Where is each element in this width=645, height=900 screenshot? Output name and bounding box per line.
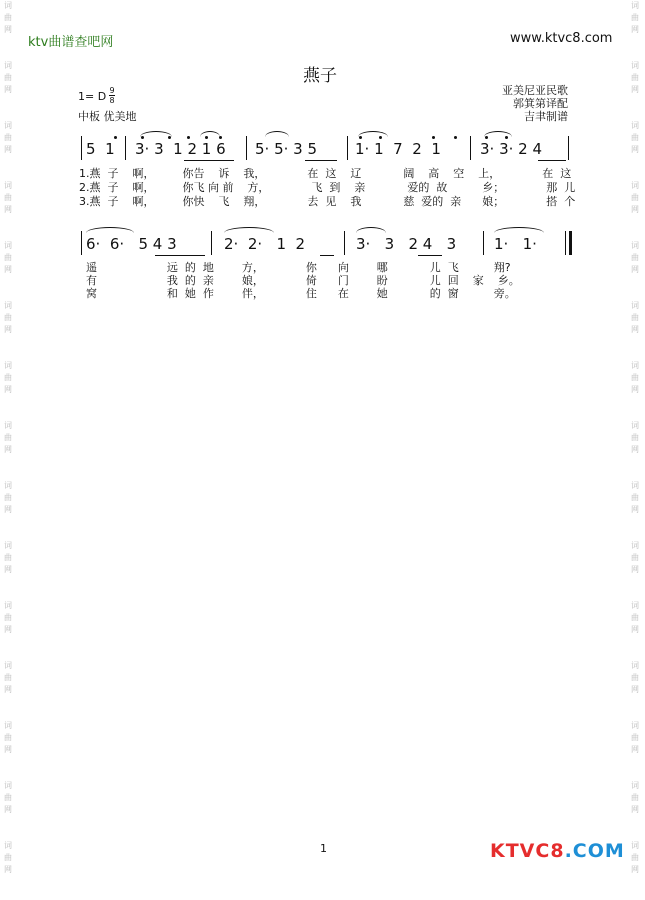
watermark-text: 词 曲 网 — [4, 121, 12, 154]
slur — [358, 131, 388, 137]
logo-com: .COM — [564, 840, 625, 862]
lyric-verse-3: 窝 和 她 作 伴， 住 在 她 的 窗 旁。 — [86, 287, 516, 300]
logo-ktv: KTV — [490, 840, 536, 862]
measure-9: 1· 1· — [494, 235, 537, 253]
credits — [502, 84, 568, 123]
watermark-text: 词 曲 网 — [4, 301, 12, 334]
song-title: 燕子 — [303, 66, 337, 86]
slur — [356, 227, 386, 233]
lyric-verse-3: 3.燕 子 啊， 你快 飞 翔， 去 见 我 慈 爱的 亲 娘； 搭 个 — [79, 195, 576, 208]
measure-1: 5 1 — [86, 140, 115, 158]
watermark-text: 词 曲 网 — [4, 721, 12, 754]
watermark-text: 词 曲 网 — [631, 301, 639, 334]
measure-3: 5· 5· 3 5 — [255, 140, 318, 158]
watermark-text: 词 曲 网 — [4, 241, 12, 274]
time-signature — [108, 86, 116, 105]
page-number: 1 — [320, 842, 327, 855]
watermark-text: 词 曲 网 — [4, 661, 12, 694]
barline — [347, 136, 348, 160]
watermark-text: 词 曲 网 — [4, 181, 12, 214]
watermark-text: 词 曲 网 — [631, 661, 639, 694]
slur — [140, 131, 172, 137]
measure-4: 1· 1 7 2 1 — [355, 140, 441, 158]
slur — [484, 131, 512, 137]
time-top: 9 — [109, 86, 115, 95]
barline — [246, 136, 247, 160]
watermark-text: 词 曲 网 — [631, 421, 639, 454]
watermark-text: 词 曲 网 — [631, 781, 639, 814]
watermark-text: 词 曲 网 — [631, 1, 639, 34]
credit-origin: 亚美尼亚民歌 — [502, 84, 568, 97]
left-watermark-column — [2, 0, 14, 900]
credit-transcriber: 吉聿制谱 — [524, 110, 568, 123]
watermark-text: 词 曲 网 — [4, 1, 12, 34]
barline-end — [568, 136, 569, 160]
logo-c8: C8 — [535, 840, 565, 862]
watermark-text: 词 曲 网 — [631, 481, 639, 514]
barline-start — [81, 231, 82, 255]
slur — [86, 227, 134, 233]
key-signature: 1= D — [78, 90, 107, 103]
octave-dot — [114, 136, 117, 139]
watermark-text: 词 曲 网 — [631, 121, 639, 154]
watermark-text: 词 曲 网 — [631, 61, 639, 94]
beam-underline — [184, 160, 234, 161]
measure-5: 3· 3· 2 4 — [480, 140, 543, 158]
time-bottom: 8 — [109, 96, 115, 105]
watermark-text: 词 曲 网 — [4, 841, 12, 874]
watermark-text: 词 曲 网 — [4, 421, 12, 454]
octave-dot — [454, 136, 457, 139]
watermark-text: 词 曲 网 — [631, 541, 639, 574]
site-name: ktv曲谱查吧网 — [28, 35, 114, 50]
measure-6: 6· 6· 5 4 3 — [86, 235, 177, 253]
lyric-verse-2: 有 我 的 亲 娘， 倚 门 盼 儿 回 家 乡。 — [86, 274, 520, 287]
site-logo — [490, 840, 625, 862]
barline — [344, 231, 345, 255]
octave-dot — [432, 136, 435, 139]
watermark-text: 词 曲 网 — [631, 241, 639, 274]
watermark-text: 词 曲 网 — [4, 61, 12, 94]
watermark-text: 词 曲 网 — [4, 541, 12, 574]
watermark-text: 词 曲 网 — [4, 361, 12, 394]
final-barline-thick — [569, 231, 572, 255]
beam-underline — [305, 160, 337, 161]
slur — [265, 131, 289, 137]
watermark-text: 词 曲 网 — [631, 361, 639, 394]
lyric-verse-1: 遥 远 的 地 方， 你 向 哪 儿 飞 翔? — [86, 261, 511, 274]
barline — [483, 231, 484, 255]
slur — [224, 227, 274, 233]
barline — [470, 136, 471, 160]
watermark-text: 词 曲 网 — [631, 721, 639, 754]
barline-start — [81, 136, 82, 160]
measure-7: 2· 2· 1 2 — [224, 235, 306, 253]
measure-8: 3· 3 2 4 3 — [356, 235, 457, 253]
credit-translator: 郭箕第译配 — [513, 97, 568, 110]
watermark-text: 词 曲 网 — [631, 181, 639, 214]
watermark-text: 词 曲 网 — [631, 841, 639, 874]
final-barline-thin — [565, 231, 566, 255]
site-url: www.ktvc8.com — [510, 31, 613, 46]
tempo-marking: 中板 优美地 — [78, 110, 137, 123]
watermark-text: 词 曲 网 — [4, 481, 12, 514]
barline — [211, 231, 212, 255]
beam-underline — [538, 160, 566, 161]
barline — [125, 136, 126, 160]
watermark-text: 词 曲 网 — [4, 781, 12, 814]
slur — [200, 131, 220, 137]
right-watermark-column — [629, 0, 641, 900]
beam-underline — [320, 255, 334, 256]
lyric-verse-2: 2.燕 子 啊， 你飞 向 前 方， 飞 到 亲 爱的 故 乡； 那 儿 — [79, 181, 576, 194]
slur — [494, 227, 544, 233]
measure-2: 3· 3 1 2 1 6 — [135, 140, 226, 158]
watermark-text: 词 曲 网 — [631, 601, 639, 634]
lyric-verse-1: 1.燕 子 啊， 你告 诉 我， 在 这 辽 阔 高 空 上， 在 这 — [79, 167, 572, 180]
beam-underline — [155, 255, 205, 256]
beam-underline — [418, 255, 442, 256]
octave-dot — [187, 136, 190, 139]
watermark-text: 词 曲 网 — [4, 601, 12, 634]
